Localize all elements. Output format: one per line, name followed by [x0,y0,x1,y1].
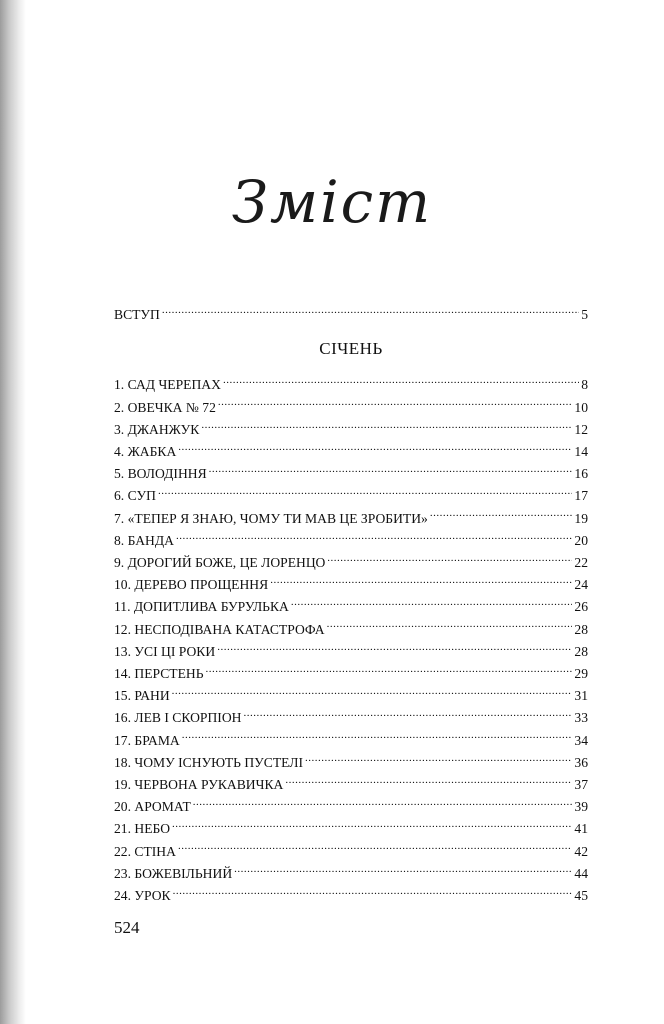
toc-entry [114,530,588,552]
toc-entry-label: 12. НЕСПОДІВАНА КАТАСТРОФА [114,621,325,637]
dot-leader [243,709,572,723]
book-spine-shadow [0,0,26,1024]
toc-entry [114,485,588,507]
dot-leader [176,531,572,545]
toc-entry [114,419,588,441]
dot-leader [327,553,572,567]
toc-entry [114,596,588,618]
dot-leader [206,664,573,678]
toc-entry-label: 7. «ТЕПЕР Я ЗНАЮ, ЧОМУ ТИ МАВ ЦЕ ЗРОБИТИ» [114,510,428,526]
toc-entry-page: 33 [574,710,588,726]
toc-entry-label: 16. ЛЕВ І СКОРПІОН [114,710,242,726]
toc-entry-page: 20 [574,532,588,548]
toc-entry [114,841,588,863]
toc-entry-label: 1. САД ЧЕРЕПАХ [114,377,221,393]
dot-leader [270,576,572,590]
dot-leader [193,798,573,812]
toc-entry-page: 26 [574,599,588,615]
dot-leader [178,842,572,856]
toc-entry-label: ВСТУП [114,307,160,322]
toc-entry-page: 34 [574,732,588,748]
toc-entry-page: 17 [574,488,588,504]
dot-leader [173,886,573,900]
toc-entry [114,818,588,840]
dot-leader [217,642,572,656]
toc-entry-label: 2. ОВЕЧКА № 72 [114,399,216,415]
toc-entry [114,374,588,396]
toc-entry-label: 24. УРОК [114,888,171,904]
toc-entry-page: 28 [574,643,588,659]
toc-entry-page: 31 [574,688,588,704]
dot-leader [218,398,573,412]
dot-leader [209,465,573,479]
toc-entry [114,552,588,574]
toc-entry-label: 20. АРОМАТ [114,799,191,815]
toc-entry-page: 37 [574,777,588,793]
toc-entry-page: 22 [574,555,588,571]
toc-entry [114,397,588,419]
toc-entry [114,685,588,707]
toc-entry-page: 45 [574,888,588,904]
toc-entry-page: 36 [574,754,588,770]
toc-entry-page: 44 [574,865,588,881]
dot-leader [285,775,572,789]
toc-entry [114,574,588,596]
toc-entry-page: 12 [574,421,588,437]
toc-entry-page: 29 [574,666,588,682]
toc-entry-label: 18. ЧОМУ ІСНУЮТЬ ПУСТЕЛІ [114,754,304,770]
toc-entry-label: 10. ДЕРЕВО ПРОЩЕННЯ [114,577,269,593]
toc-entry-label: 15. РАНИ [114,688,170,704]
dot-leader [305,753,572,767]
toc-entries-list [114,374,588,907]
toc-entry [114,641,588,663]
dot-leader [172,687,573,701]
dot-leader [162,305,579,319]
toc-entry-label: 17. БРАМА [114,732,180,748]
toc-entry [114,752,588,774]
dot-leader [430,509,573,523]
toc-entry-page: 39 [574,799,588,815]
toc-entry-label: 9. ДОРОГИЙ БОЖЕ, ЦЕ ЛОРЕНЦО [114,555,326,571]
toc-entry-label: 5. ВОЛОДІННЯ [114,466,207,482]
toc-entry-label: 13. УСІ ЦІ РОКИ [114,643,216,659]
toc-entry-label: 21. НЕБО [114,821,171,837]
toc-entry-page: 10 [574,399,588,415]
section-heading: СІЧЕНЬ [319,339,383,359]
toc-entry-page: 5 [581,307,588,322]
toc-entry-label: 22. СТІНА [114,843,176,859]
toc-entry-page: 28 [574,621,588,637]
toc-entry-label: 23. БОЖЕВІЛЬНИЙ [114,865,233,881]
toc-entry [114,663,588,685]
dot-leader [223,376,579,390]
toc-entry [114,707,588,729]
toc-entry-label: 11. ДОПИТЛИВА БУРУЛЬКА [114,599,289,615]
toc-entry [114,774,588,796]
dot-leader [158,487,572,501]
toc-entry-page: 41 [574,821,588,837]
table-of-contents [114,304,588,907]
toc-entry [114,863,588,885]
toc-entry-page: 24 [574,577,588,593]
dot-leader [234,864,572,878]
toc-entry [114,441,588,463]
toc-entry [114,619,588,641]
dot-leader [182,731,573,745]
toc-entry-label: 6. СУП [114,488,156,504]
dot-leader [327,620,573,634]
toc-entry-page: 16 [574,466,588,482]
toc-entry-page: 8 [581,377,588,393]
dot-leader [201,420,572,434]
toc-entry-label: 19. ЧЕРВОНА РУКАВИЧКА [114,777,284,793]
dot-leader [178,442,572,456]
toc-entry-page: 19 [574,510,588,526]
toc-entry [114,885,588,907]
toc-entry [114,796,588,818]
toc-entry-intro [114,304,588,326]
toc-entry-label: 4. ЖАБКА [114,444,177,460]
toc-entry-page: 14 [574,444,588,460]
toc-entry [114,730,588,752]
dot-leader [291,598,573,612]
page-number: 524 [114,918,140,937]
toc-entry-label: 3. ДЖАНЖУК [114,421,200,437]
toc-entry-label: 14. ПЕРСТЕНЬ [114,666,204,682]
toc-entry-label: 8. БАНДА [114,532,174,548]
toc-entry [114,508,588,530]
page-title: Зміст [231,168,433,236]
dot-leader [172,820,572,834]
toc-entry-page: 42 [574,843,588,859]
toc-entry [114,463,588,485]
